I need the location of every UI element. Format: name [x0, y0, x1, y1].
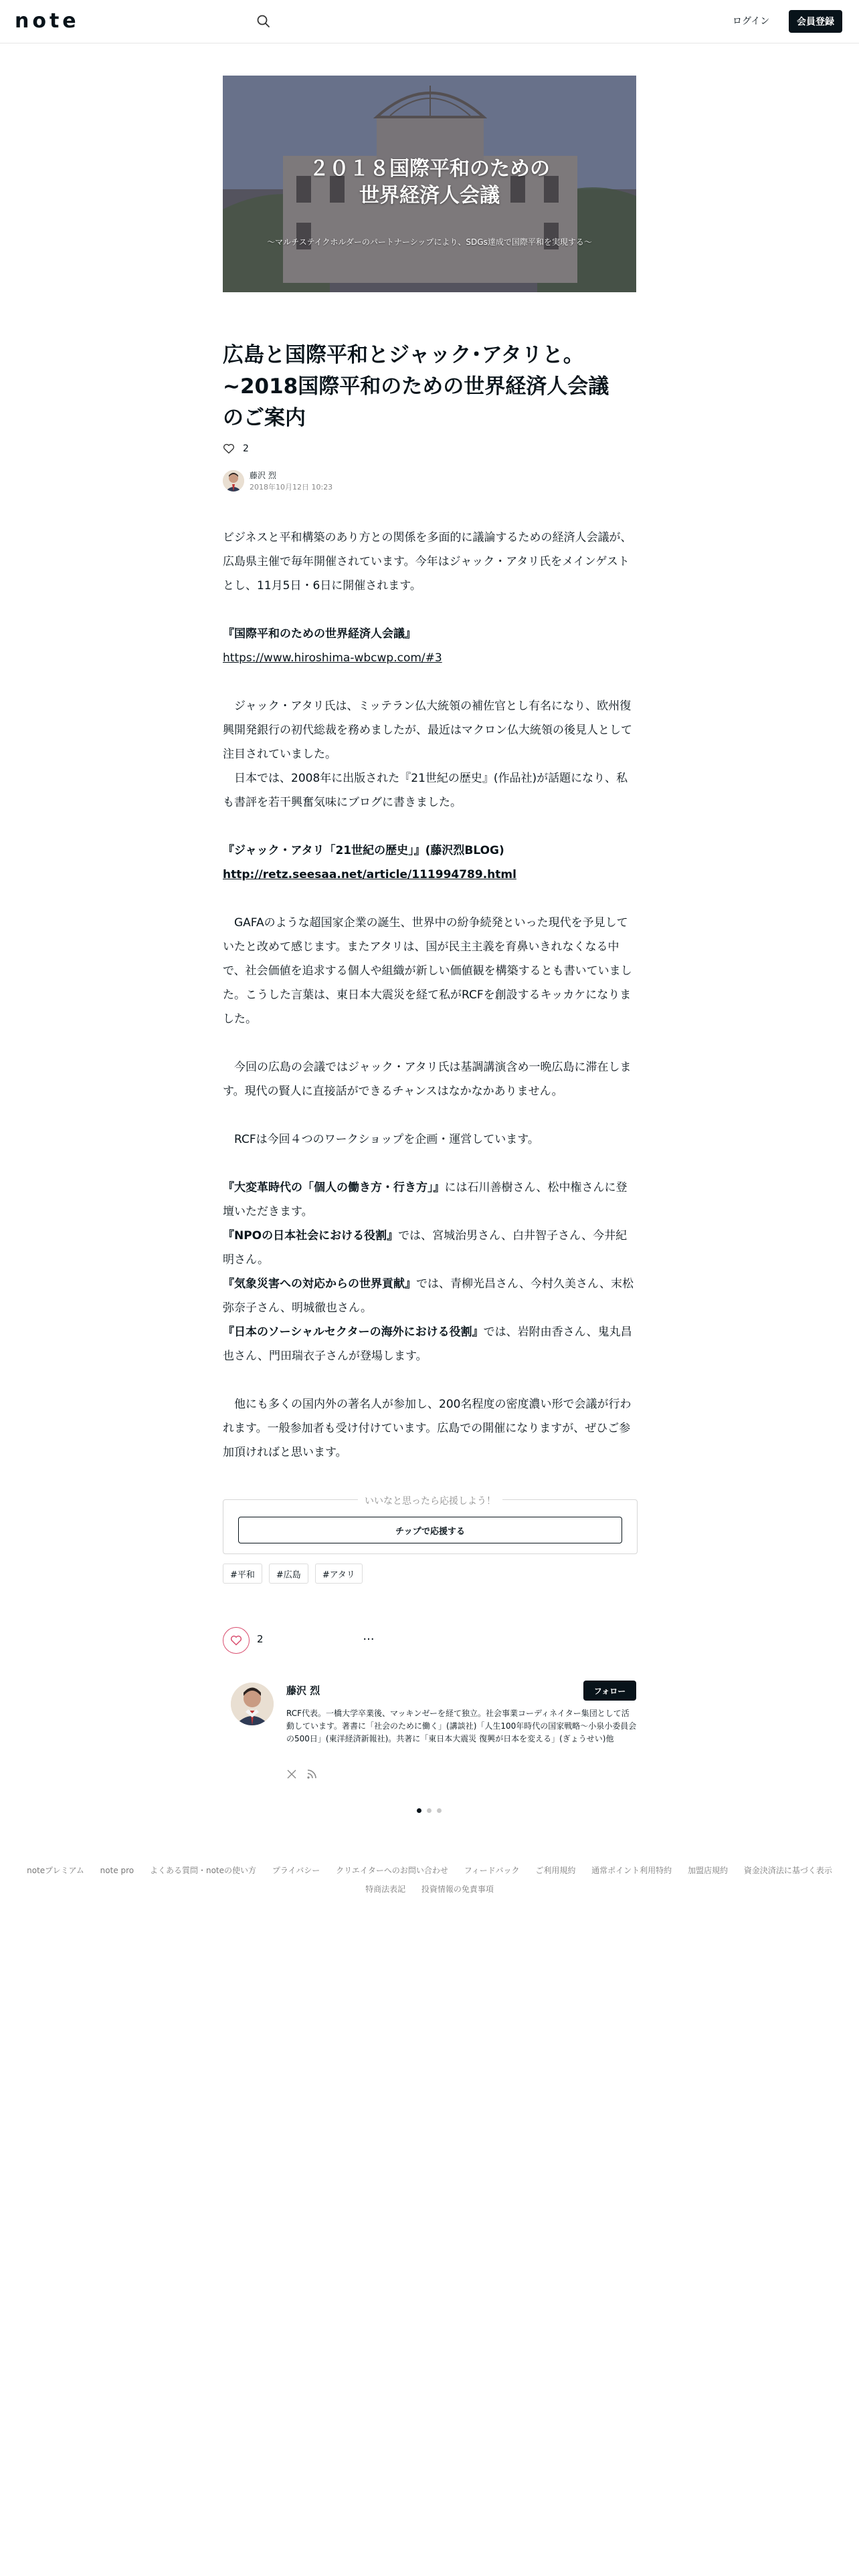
workshop-item — [223, 1176, 638, 1224]
more-options-button[interactable]: ··· — [363, 1632, 375, 1646]
footer-link[interactable]: ご利用規約 — [535, 1866, 576, 1875]
workshop-title: 『気象災害への対応からの世界貢献』 — [223, 1277, 416, 1291]
avatar[interactable] — [223, 470, 244, 492]
tag-attali[interactable]: #アタリ — [315, 1564, 363, 1584]
like-count: 2 — [243, 443, 249, 454]
footer-link[interactable]: 通常ポイント利用特約 — [591, 1866, 672, 1875]
tag-hiroshima[interactable]: #広島 — [269, 1564, 308, 1584]
footer-link[interactable]: フィードバック — [464, 1866, 520, 1875]
author-row — [223, 468, 638, 495]
carousel-dots — [417, 1808, 442, 1813]
footer-link[interactable]: note pro — [100, 1866, 134, 1875]
heart-icon — [230, 1635, 242, 1646]
carousel-dot[interactable] — [427, 1808, 432, 1813]
footer-links — [0, 1861, 859, 1899]
x-twitter-icon[interactable] — [286, 1769, 297, 1780]
site-header — [0, 0, 859, 43]
footer-link[interactable]: 加盟店規約 — [688, 1866, 729, 1875]
paragraph-bold: 『ジャック・アタリ「21世紀の歴史」』(藤沢烈BLOG) — [223, 844, 504, 857]
workshop-title: 『大変革時代の「個人の働き方・行き方」』 — [223, 1181, 445, 1194]
paragraph: GAFAのような超国家企業の誕生、世界中の紛争続発といった現代を予見していたと改めて感じます。またアタリは、国が民主主義を育鼻いきれなくなる中で、社会価値を追求する個人や組織が新しい価値観を構築するとも書いていました。こうした言葉は、東日本大震災を経て私がRCFを創設するキッカケになりました。 — [223, 916, 632, 1026]
workshop-desc: には石川善樹さん、松中権さんに登壇いただきます。 — [223, 1181, 628, 1218]
paragraph: 他にも多くの国内外の著名人が参加し、200名程度の密度濃い形で会議が行われます。一般参加者も受け付けています。広島での開催になりますが、ぜひご参加頂ければと思います。 — [223, 1398, 632, 1459]
social-links — [286, 1769, 317, 1780]
author-avatar[interactable] — [231, 1683, 274, 1725]
footer-link[interactable]: クリエイターへのお問い合わせ — [336, 1866, 448, 1875]
workshop-desc: では、宮城治男さん、白井智子さん、今井紀明さん。 — [223, 1229, 628, 1267]
paragraph: 今回の広島の会議ではジャック・アタリ氏は基調講演含め一晩広島に滞在します。現代の賢人に直接話ができるチャンスはなかなかありません。 — [223, 1061, 632, 1098]
heart-icon[interactable] — [223, 443, 235, 454]
rss-icon[interactable] — [306, 1769, 317, 1780]
workshop-title: 『日本のソーシャルセクターの海外における役割』 — [223, 1325, 484, 1339]
footer-link[interactable]: 資金決済法に基づく表示 — [743, 1866, 832, 1875]
hero-title: ２０１８国際平和のための 世界経済人会議 — [309, 157, 550, 207]
workshop-item — [223, 1224, 638, 1272]
hero-subtitle: 〜マルチステイクホルダーのパートナーシップにより、SDGs達成で国際平和を実現する〜 — [267, 237, 592, 247]
login-link[interactable]: ログイン — [733, 16, 770, 27]
conference-link[interactable]: https://www.hiroshima-wbcwp.com/#3 — [223, 651, 442, 665]
footer-link[interactable]: 投資情報の免責事項 — [421, 1885, 494, 1894]
like-summary — [223, 441, 249, 456]
footer-link[interactable]: よくある質問・noteの使い方 — [149, 1866, 257, 1875]
carousel-dot[interactable] — [417, 1808, 421, 1813]
footer-link[interactable]: 特商法表記 — [365, 1885, 406, 1894]
signup-button[interactable]: 会員登録 — [789, 10, 842, 33]
article-title: 広島と国際平和とジャック･アタリと。 ~2018国際平和のための世界経済人会議 のご案内 — [223, 343, 609, 430]
tag-list — [223, 1564, 363, 1584]
author-card-name[interactable]: 藤沢 烈 — [286, 1685, 320, 1697]
note-logo[interactable]: note — [15, 9, 80, 33]
support-prompt: いいなと思ったら応援しよう！ — [358, 1496, 502, 1507]
paragraph: RCFは今回４つのワークショップを企画・運営しています。 — [223, 1133, 539, 1146]
author-bio: RCF代表。一橋大学卒業後、マッキンゼーを経て独立。社会事業コーディネイター集団として活動しています。著書に「社会のために働く」(講談社)「人生100年時代の国家戦略〜小泉小委員会の500日」(東洋経済新報社)。共著に「東日本大震災 復興が日本を変える」(ぎょうせい)他 — [286, 1709, 637, 1743]
workshop-desc: では、青柳光昌さん、今村久美さん、末松弥奈子さん、明城徹也さん。 — [223, 1277, 634, 1315]
tag-peace[interactable]: #平和 — [223, 1564, 262, 1584]
paragraph: ビジネスと平和構築のあり方との関係を多面的に議論するための経済人会議が、広島県主催で毎年開催されています。今年はジャック・アタリ氏をメインゲストとし、11月5日・6日に開催されます。 — [223, 531, 632, 593]
support-box — [223, 1496, 638, 1554]
workshop-title: 『NPOの日本社会における役割』 — [223, 1229, 399, 1243]
follow-button[interactable]: フォロー — [583, 1681, 636, 1701]
workshop-desc: では、岩附由香さん、鬼丸昌也さん、門田瑞衣子さんが登場します。 — [223, 1325, 632, 1363]
search-icon[interactable] — [254, 12, 273, 31]
workshop-item — [223, 1272, 638, 1320]
author-name[interactable]: 藤沢 烈 — [250, 471, 276, 480]
tip-button[interactable]: チップで応援する — [238, 1517, 622, 1543]
workshop-item — [223, 1320, 638, 1368]
hero-image — [223, 76, 636, 292]
carousel-dot[interactable] — [437, 1808, 442, 1813]
article-body — [223, 526, 638, 1465]
paragraph: ジャック・アタリ氏は、ミッテラン仏大統領の補佐官とし有名になり、欧州復興開発銀行の初代総裁を務めましたが、最近はマクロン仏大統領の後見人として注目されていました。 日本では、2008年に出版された『21世紀の歴史』(作品社)が話題になり、私も書評を若干興奮気味にブログに書きました。 — [223, 700, 632, 809]
paragraph-bold: 『国際平和のための世界経済人会議』 — [223, 627, 416, 641]
footer-link[interactable]: プライバシー — [272, 1866, 320, 1875]
like-button[interactable] — [223, 1627, 250, 1654]
footer-link[interactable]: noteプレミアム — [27, 1866, 84, 1875]
publish-date: 2018年10月12日 10:23 — [250, 483, 333, 492]
blog-link[interactable]: http://retz.seesaa.net/article/111994789.html — [223, 868, 516, 881]
like-count[interactable]: 2 — [257, 1633, 264, 1645]
